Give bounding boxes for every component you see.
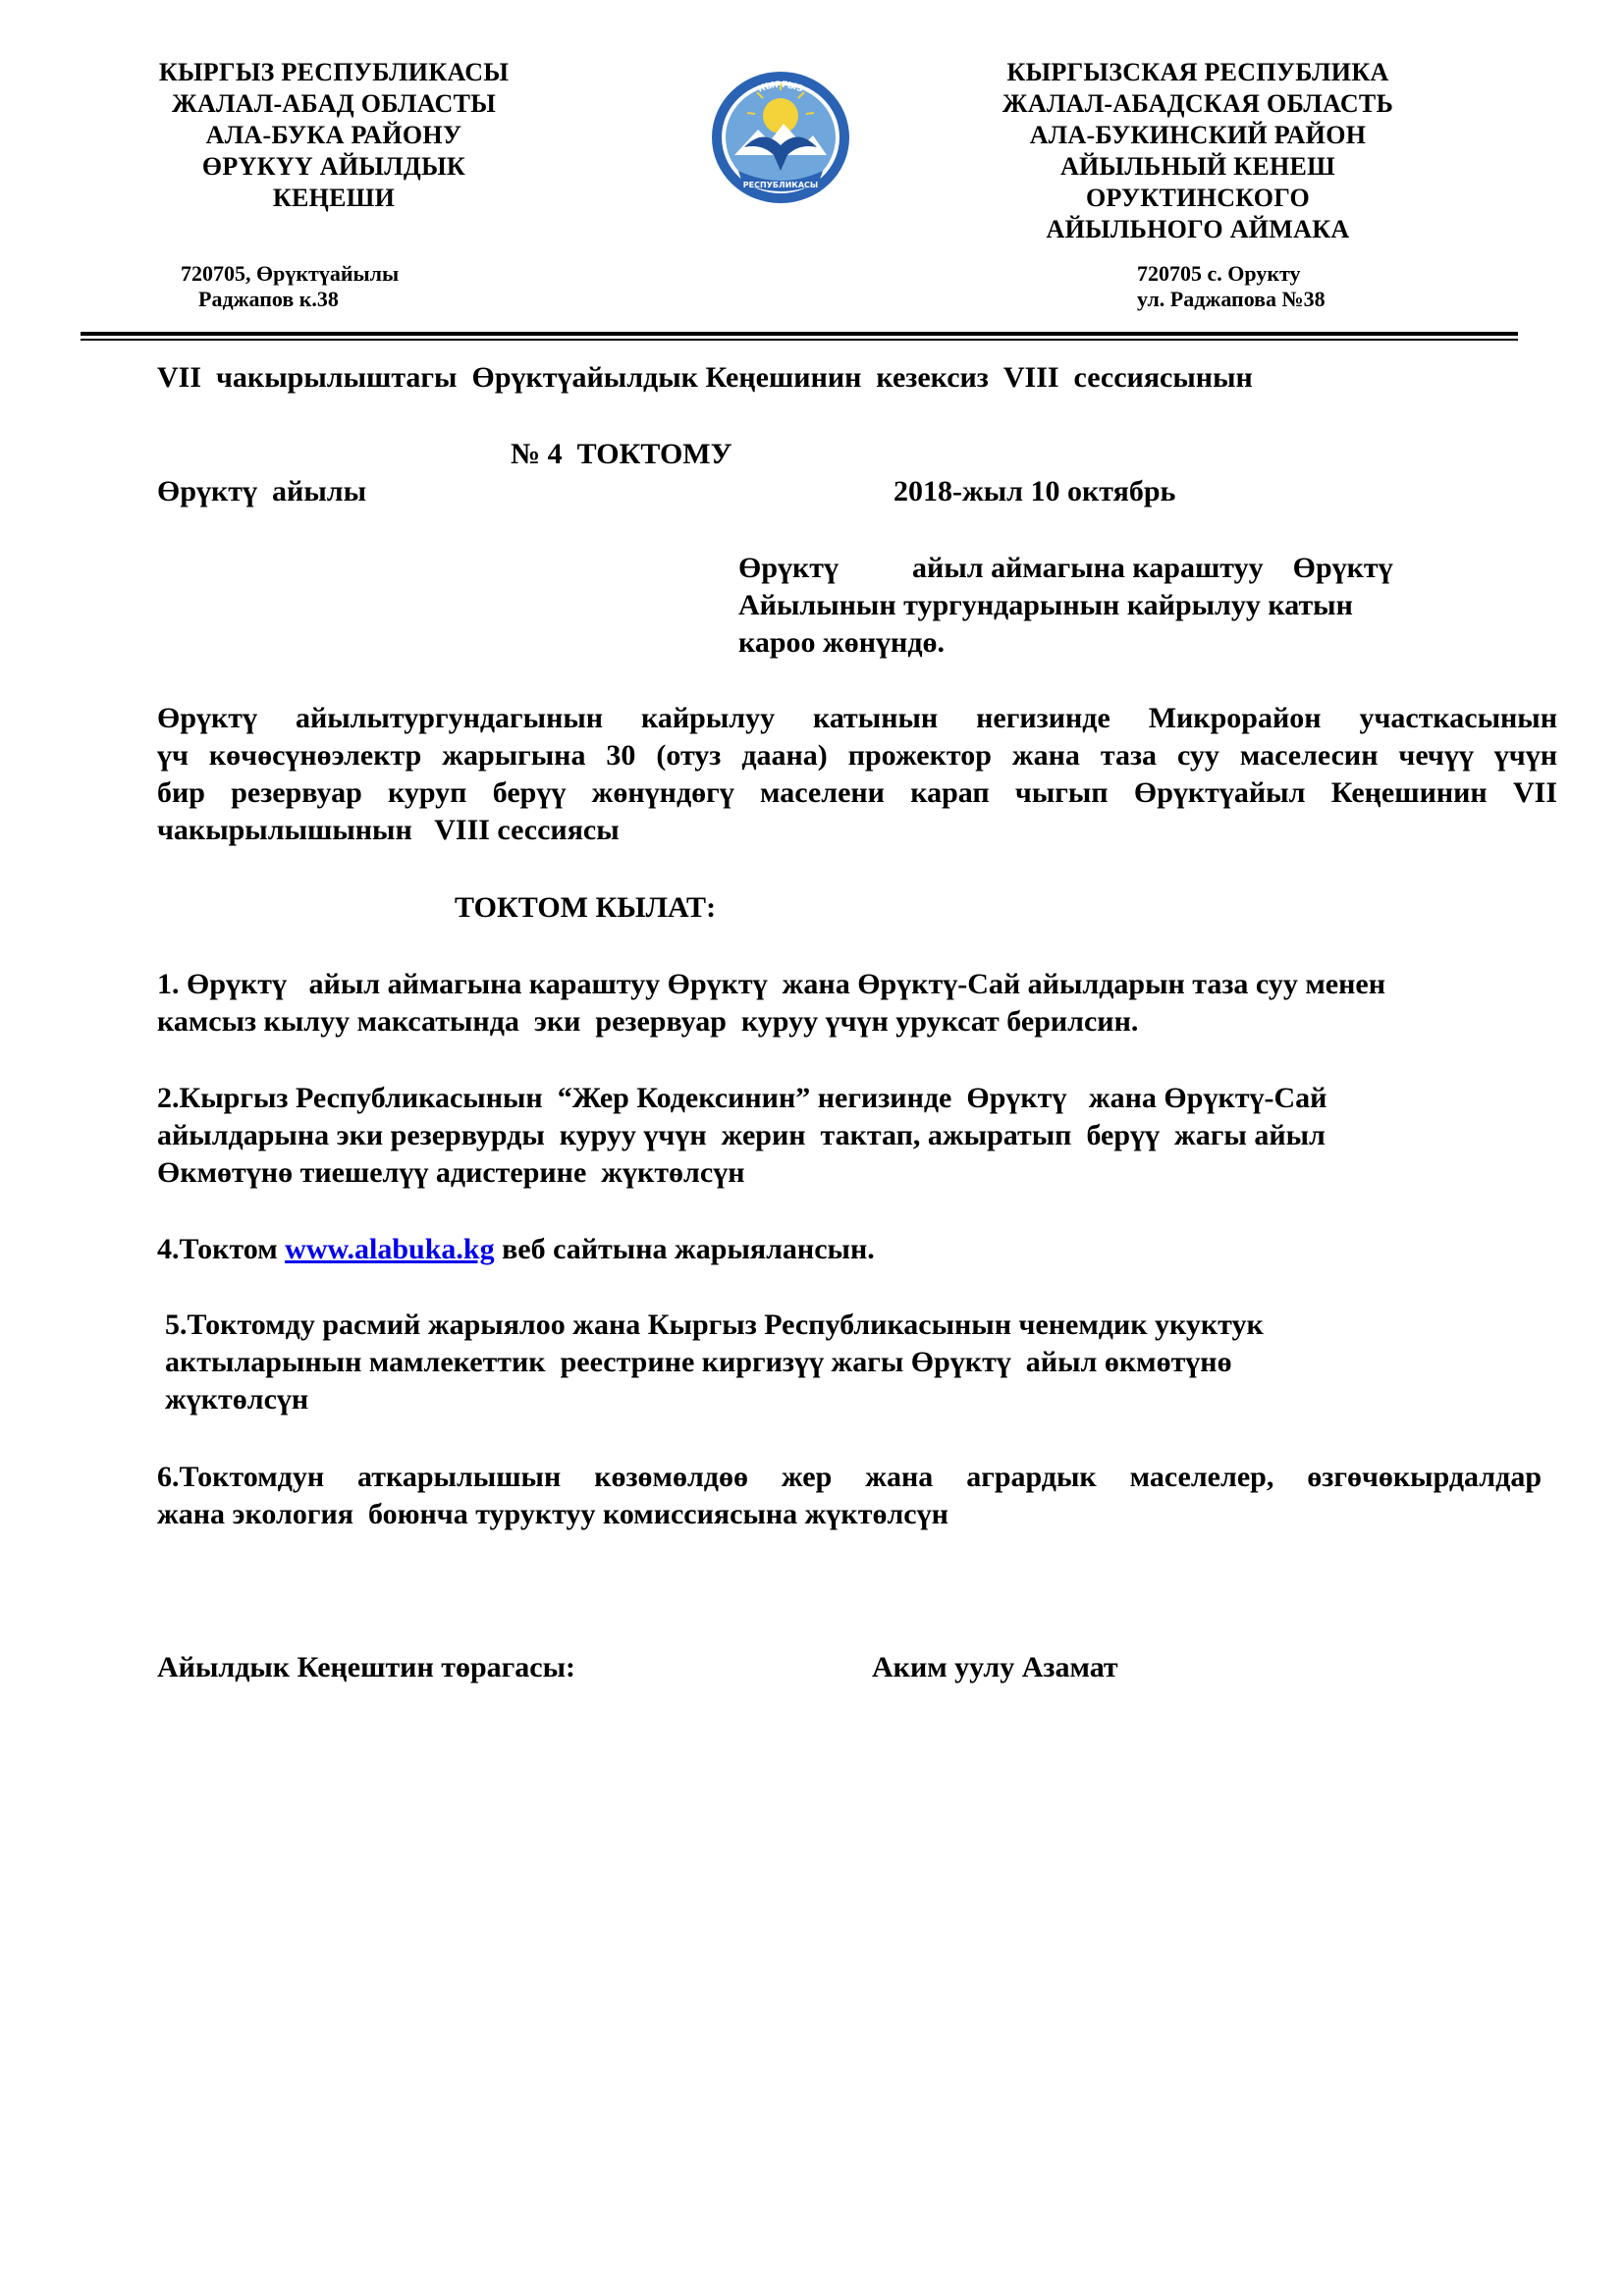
address-right-line: ул. Раджапова №38 [1137, 287, 1326, 311]
subject-line: Өрүктү айыл аймагына караштуу Өрүктү [738, 552, 1393, 584]
session-line: VII чакырылыштагы Өрүктүайылдык Кеңешинин кезексиз VIII сессиясынын [157, 361, 1253, 394]
header-left-line: ЖАЛАЛ-АБАД ОБЛАСТЫ [171, 89, 497, 118]
header-right-line: КЫРГЫЗСКАЯ РЕСПУБЛИКА [1006, 58, 1389, 86]
emblem-bottom-text: РЕСПУБЛИКАСЫ [742, 181, 819, 189]
decree-item-2 [157, 1080, 1532, 1192]
decree-title: № 4 ТОКТОМУ [511, 438, 732, 470]
item-line: жүктөлсүн [165, 1383, 309, 1415]
item-line: актыларынын мамлекеттик реестрине киргизүү жагы Өрүктү айыл өкмөтүнө [165, 1346, 1232, 1378]
signature-title: Айылдык Кеңештин төрагасы: [157, 1651, 576, 1683]
item-line: Өкмөтүнө тиешелүү адистерине жүктөлсүн [157, 1156, 745, 1189]
header-divider-thick [81, 332, 1518, 336]
address-left [181, 261, 514, 312]
decree-item-1 [157, 966, 1532, 1041]
subject-line: Айылынын тургундарынын кайрылуу катын [738, 589, 1353, 621]
subject-line: кароо жөнүндө. [738, 626, 946, 659]
header-left-line: ӨРҮКҮҮ АЙЫЛДЫК [201, 152, 466, 181]
address-left-line: 720705, Өрүктүайылы [181, 261, 400, 286]
item4-prefix: 4.Токтом [157, 1233, 286, 1265]
item-line: 2.Кыргыз Республикасынын “Жер Кодексинин” негизинде Өрүктү жана Өрүктү-Сай [157, 1082, 1327, 1114]
preamble [157, 700, 1557, 849]
website-link[interactable]: www.alabuka.kg [285, 1233, 495, 1265]
header-right-line: АЙЫЛЬНОГО АЙМАКА [1046, 215, 1350, 243]
document-subject [738, 550, 1485, 662]
header-right-line: АЙЫЛЬНЫЙ КЕНЕШ [1059, 152, 1336, 181]
header-right-line: ОРУКТИНСКОГО [1085, 184, 1311, 212]
emblem-top-text: КЫРГЫЗ [756, 80, 805, 95]
item-line: жана экология боюнча туруктуу комиссиясына жүктөлсүн [157, 1498, 948, 1530]
decree-item-4 [157, 1231, 1532, 1268]
header-right [972, 57, 1424, 245]
document-place: Өрүктү айылы [157, 475, 367, 507]
decree-item-6 [157, 1459, 1542, 1533]
preamble-line: үч көчөсүнөэлектр жарыгына 30 (отуз даана) прожектор жана таза суу маселесин чечүү үчүн [157, 739, 1557, 772]
resolves-heading: ТОКТОМ КЫЛАТ: [455, 891, 717, 924]
item-line: 1. Өрүктү айыл аймагына караштуу Өрүктү жана Өрүктү-Сай айылдарын таза суу менен [157, 968, 1385, 1000]
decree-item-5 [165, 1307, 1540, 1418]
signature-name: Аким уулу Азамат [872, 1651, 1118, 1683]
header-divider-thin [81, 339, 1518, 341]
item-line: камсыз кылуу максатында эки резервуар куруу үчүн уруксат берилсин. [157, 1005, 1139, 1038]
address-right [1137, 261, 1451, 312]
address-right-line: 720705 с. Орукту [1137, 261, 1301, 286]
header-left-line: КЫРГЫЗ РЕСПУБЛИКАСЫ [158, 58, 510, 86]
header-left [108, 57, 560, 214]
document-date: 2018-жыл 10 октябрь [893, 475, 1176, 507]
item-line: 5.Токтомду расмий жарыялоо жана Кыргыз Республикасынын ченемдик укуктук [165, 1308, 1264, 1341]
header-left-line: КЕҢЕШИ [272, 184, 396, 212]
item4-suffix: веб сайтына жарыялансын. [494, 1233, 875, 1265]
preamble-line: бир резервуар куруп берүү жөнүндөгү маселени карап чыгып Өрүктүайыл Кеңешинин VII [157, 776, 1557, 809]
item-line: айылдарына эки резервурды куруу үчүн жерин тактап, ажыратып берүү жагы айыл [157, 1119, 1326, 1151]
preamble-line: Өрүктү айылытургундагынын кайрылуу катынын негизинде Микрорайон участкасынын [157, 702, 1557, 734]
item-line: 6.Токтомдун аткарылышын көзөмөлдөө жер жана агрардык маселелер, өзгөчөкырдалдар [157, 1461, 1542, 1493]
header-right-line: ЖАЛАЛ-АБАДСКАЯ ОБЛАСТЬ [1001, 89, 1394, 118]
address-left-line: Раджапов к.38 [198, 287, 339, 311]
emblem-icon [709, 69, 852, 206]
header-right-line: АЛА-БУКИНСКИЙ РАЙОН [1029, 121, 1367, 149]
header-left-line: АЛА-БУКА РАЙОНУ [205, 121, 462, 149]
state-emblem [709, 69, 852, 206]
preamble-line: чакырылышынын VIII сессиясы [157, 814, 620, 846]
